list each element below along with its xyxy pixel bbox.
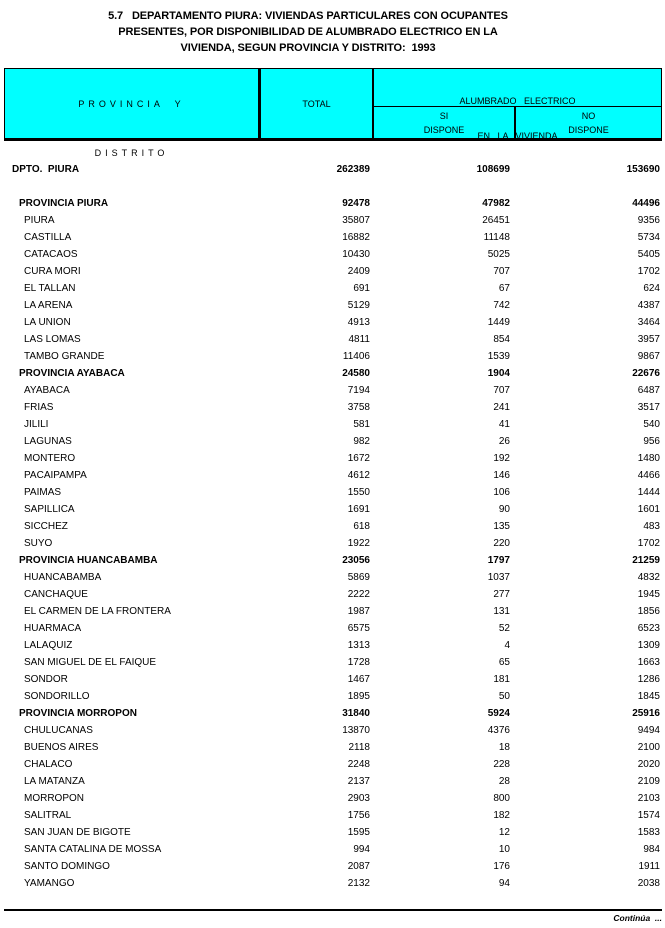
row-no-dispone: 5405 bbox=[637, 249, 660, 260]
row-no-dispone: 153690 bbox=[626, 164, 660, 175]
row-si-dispone: 241 bbox=[493, 402, 510, 413]
header-no-dispone-label: DISPONE bbox=[568, 125, 609, 135]
row-total: 2248 bbox=[347, 759, 370, 770]
table-row bbox=[4, 654, 662, 671]
table-row bbox=[4, 790, 662, 807]
title-line-1: 5.7 DEPARTAMENTO PIURA: VIVIENDAS PARTICULARES CON OCUPANTES bbox=[108, 10, 508, 22]
row-si-dispone: 26 bbox=[498, 436, 510, 447]
row-si-dispone: 1797 bbox=[487, 555, 510, 566]
row-si-dispone: 1539 bbox=[487, 351, 510, 362]
row-total: 31840 bbox=[342, 708, 370, 719]
row-total: 1895 bbox=[347, 691, 370, 702]
row-label: PACAIPAMPA bbox=[24, 470, 87, 481]
row-label: EL CARMEN DE LA FRONTERA bbox=[24, 606, 171, 617]
table-row bbox=[4, 229, 662, 246]
row-no-dispone: 44496 bbox=[632, 198, 660, 209]
header-si-no-group bbox=[374, 107, 661, 138]
row-no-dispone: 3517 bbox=[637, 402, 660, 413]
row-label: SAPILLICA bbox=[24, 504, 75, 515]
table-bottom-rule bbox=[4, 909, 662, 911]
table-row bbox=[4, 161, 662, 178]
table-row bbox=[4, 331, 662, 348]
row-si-dispone: 800 bbox=[493, 793, 510, 804]
row-total: 35807 bbox=[342, 215, 370, 226]
row-total: 618 bbox=[353, 521, 370, 532]
row-label: AYABACA bbox=[24, 385, 70, 396]
row-si-dispone: 106 bbox=[493, 487, 510, 498]
row-label: PROVINCIA HUANCABAMBA bbox=[19, 555, 158, 566]
row-no-dispone: 1856 bbox=[637, 606, 660, 617]
row-no-dispone: 624 bbox=[643, 283, 660, 294]
row-no-dispone: 483 bbox=[643, 521, 660, 532]
row-label: HUARMACA bbox=[24, 623, 82, 634]
row-no-dispone: 1480 bbox=[637, 453, 660, 464]
row-no-dispone: 2100 bbox=[637, 742, 660, 753]
row-total: 1467 bbox=[347, 674, 370, 685]
row-si-dispone: 181 bbox=[493, 674, 510, 685]
row-total: 2409 bbox=[347, 266, 370, 277]
title-line-2: PRESENTES, POR DISPONIBILIDAD DE ALUMBRADO ELECTRICO EN LA bbox=[118, 26, 498, 38]
row-no-dispone: 9867 bbox=[637, 351, 660, 362]
row-si-dispone: 67 bbox=[498, 283, 510, 294]
row-total: 5129 bbox=[347, 300, 370, 311]
row-total: 581 bbox=[353, 419, 370, 430]
row-no-dispone: 540 bbox=[643, 419, 660, 430]
row-si-dispone: 1037 bbox=[487, 572, 510, 583]
row-si-dispone: 4376 bbox=[487, 725, 510, 736]
row-total: 5869 bbox=[347, 572, 370, 583]
row-total: 1550 bbox=[347, 487, 370, 498]
row-no-dispone: 9494 bbox=[637, 725, 660, 736]
table-row bbox=[4, 314, 662, 331]
row-si-dispone: 12 bbox=[498, 827, 510, 838]
table-row bbox=[4, 535, 662, 552]
table-row-spacer bbox=[4, 178, 662, 195]
header-si-dispone bbox=[374, 107, 516, 138]
row-si-dispone: 192 bbox=[493, 453, 510, 464]
row-label: SUYO bbox=[24, 538, 53, 549]
row-no-dispone: 21259 bbox=[632, 555, 660, 566]
table-row bbox=[4, 433, 662, 450]
table-body bbox=[4, 141, 662, 892]
row-no-dispone: 2020 bbox=[637, 759, 660, 770]
row-label: LALAQUIZ bbox=[24, 640, 73, 651]
row-no-dispone: 2109 bbox=[637, 776, 660, 787]
row-no-dispone: 1583 bbox=[637, 827, 660, 838]
table-row bbox=[4, 382, 662, 399]
row-si-dispone: 94 bbox=[498, 878, 510, 889]
row-si-dispone: 854 bbox=[493, 334, 510, 345]
table-row bbox=[4, 705, 662, 722]
row-total: 1595 bbox=[347, 827, 370, 838]
table-row bbox=[4, 212, 662, 229]
row-no-dispone: 3957 bbox=[637, 334, 660, 345]
row-si-dispone: 131 bbox=[493, 606, 510, 617]
header-provincia-label: PROVINCIA Y bbox=[78, 99, 185, 109]
row-no-dispone: 1702 bbox=[637, 266, 660, 277]
row-si-dispone: 18 bbox=[498, 742, 510, 753]
row-si-dispone: 220 bbox=[493, 538, 510, 549]
row-no-dispone: 1663 bbox=[637, 657, 660, 668]
row-si-dispone: 707 bbox=[493, 266, 510, 277]
row-no-dispone: 1845 bbox=[637, 691, 660, 702]
table-row bbox=[4, 603, 662, 620]
row-no-dispone: 1601 bbox=[637, 504, 660, 515]
row-label: LA MATANZA bbox=[24, 776, 85, 787]
table-row bbox=[4, 297, 662, 314]
row-total: 4612 bbox=[347, 470, 370, 481]
row-total: 11406 bbox=[342, 351, 370, 362]
row-si-dispone: 26451 bbox=[482, 215, 510, 226]
table-row bbox=[4, 586, 662, 603]
row-label: DPTO. PIURA bbox=[12, 164, 80, 175]
row-label: LAS LOMAS bbox=[24, 334, 81, 345]
row-si-dispone: 41 bbox=[498, 419, 510, 430]
row-si-dispone: 742 bbox=[493, 300, 510, 311]
row-label: SONDOR bbox=[24, 674, 68, 685]
row-no-dispone: 1444 bbox=[637, 487, 660, 498]
row-label: PROVINCIA MORROPON bbox=[19, 708, 137, 719]
row-si-dispone: 5025 bbox=[487, 249, 510, 260]
row-si-dispone: 277 bbox=[493, 589, 510, 600]
row-no-dispone: 6487 bbox=[637, 385, 660, 396]
row-total: 1691 bbox=[347, 504, 370, 515]
row-total: 2222 bbox=[347, 589, 370, 600]
row-label: CASTILLA bbox=[24, 232, 72, 243]
table-row bbox=[4, 416, 662, 433]
row-label: BUENOS AIRES bbox=[24, 742, 99, 753]
row-label: CURA MORI bbox=[24, 266, 81, 277]
row-si-dispone: 135 bbox=[493, 521, 510, 532]
row-no-dispone: 5734 bbox=[637, 232, 660, 243]
row-si-dispone: 5924 bbox=[487, 708, 510, 719]
row-total: 1313 bbox=[347, 640, 370, 651]
row-label: FRIAS bbox=[24, 402, 54, 413]
table-row bbox=[4, 450, 662, 467]
row-total: 1672 bbox=[347, 453, 370, 464]
row-label: CHALACO bbox=[24, 759, 73, 770]
row-no-dispone: 1309 bbox=[637, 640, 660, 651]
table-row bbox=[4, 518, 662, 535]
header-distrito-label: DISTRITO bbox=[94, 148, 169, 158]
row-total: 1728 bbox=[347, 657, 370, 668]
table-row bbox=[4, 263, 662, 280]
row-no-dispone: 1286 bbox=[637, 674, 660, 685]
row-si-dispone: 4 bbox=[504, 640, 510, 651]
row-total: 994 bbox=[353, 844, 370, 855]
row-label: LA ARENA bbox=[24, 300, 73, 311]
header-si-dispone-label: DISPONE bbox=[423, 125, 465, 135]
table-row bbox=[4, 552, 662, 569]
row-label: PAIMAS bbox=[24, 487, 62, 498]
row-si-dispone: 28 bbox=[498, 776, 510, 787]
table-row bbox=[4, 671, 662, 688]
row-si-dispone: 11148 bbox=[483, 232, 510, 243]
table-row bbox=[4, 365, 662, 382]
table-row bbox=[4, 875, 662, 892]
row-si-dispone: 176 bbox=[493, 861, 510, 872]
row-total: 2132 bbox=[347, 878, 370, 889]
row-no-dispone: 1911 bbox=[638, 861, 660, 872]
table-row bbox=[4, 756, 662, 773]
table-row bbox=[4, 773, 662, 790]
row-total: 4811 bbox=[348, 334, 370, 345]
row-si-dispone: 10 bbox=[498, 844, 510, 855]
row-no-dispone: 9356 bbox=[637, 215, 660, 226]
row-no-dispone: 956 bbox=[643, 436, 660, 447]
row-si-dispone: 108699 bbox=[476, 164, 510, 175]
row-si-dispone: 182 bbox=[493, 810, 510, 821]
row-no-dispone: 1702 bbox=[637, 538, 660, 549]
row-si-dispone: 50 bbox=[498, 691, 510, 702]
table-row bbox=[4, 246, 662, 263]
header-si-label: SI bbox=[439, 111, 449, 121]
row-si-dispone: 90 bbox=[498, 504, 510, 515]
row-label: SICCHEZ bbox=[24, 521, 68, 532]
row-label: PROVINCIA AYABACA bbox=[19, 368, 125, 379]
header-no-dispone bbox=[516, 107, 661, 138]
row-si-dispone: 228 bbox=[493, 759, 510, 770]
table-row bbox=[4, 620, 662, 637]
row-total: 1987 bbox=[347, 606, 370, 617]
row-si-dispone: 1449 bbox=[487, 317, 510, 328]
row-total: 6575 bbox=[347, 623, 370, 634]
row-label: HUANCABAMBA bbox=[24, 572, 102, 583]
row-total: 23056 bbox=[342, 555, 370, 566]
row-total: 691 bbox=[353, 283, 370, 294]
header-total-label: TOTAL bbox=[302, 98, 331, 109]
row-total: 13870 bbox=[342, 725, 370, 736]
table-row bbox=[4, 841, 662, 858]
row-total: 1756 bbox=[347, 810, 370, 821]
row-no-dispone: 4832 bbox=[637, 572, 660, 583]
table-header bbox=[4, 68, 662, 158]
row-total: 2118 bbox=[348, 742, 370, 753]
table-row bbox=[4, 280, 662, 297]
row-no-dispone: 4466 bbox=[637, 470, 660, 481]
row-si-dispone: 65 bbox=[498, 657, 510, 668]
row-no-dispone: 1574 bbox=[637, 810, 660, 821]
row-total: 2903 bbox=[347, 793, 370, 804]
header-alumbrado-group bbox=[374, 69, 661, 141]
row-total: 16882 bbox=[342, 232, 370, 243]
row-no-dispone: 4387 bbox=[637, 300, 660, 311]
header-total bbox=[261, 69, 374, 138]
row-si-dispone: 707 bbox=[493, 385, 510, 396]
row-label: CHULUCANAS bbox=[24, 725, 93, 736]
row-no-dispone: 25916 bbox=[632, 708, 660, 719]
row-total: 4913 bbox=[347, 317, 370, 328]
row-label: SANTO DOMINGO bbox=[24, 861, 110, 872]
row-total: 1922 bbox=[347, 538, 370, 549]
page-title bbox=[0, 8, 616, 56]
row-label: SAN MIGUEL DE EL FAIQUE bbox=[24, 657, 157, 668]
header-alumbrado-line2: EN LA VIVIENDA bbox=[477, 131, 558, 141]
table-row bbox=[4, 195, 662, 212]
table-row bbox=[4, 688, 662, 705]
row-label: CANCHAQUE bbox=[24, 589, 88, 600]
row-label: YAMANGO bbox=[24, 878, 75, 889]
row-si-dispone: 52 bbox=[498, 623, 510, 634]
row-label: PROVINCIA PIURA bbox=[19, 198, 109, 209]
row-si-dispone: 1904 bbox=[487, 368, 510, 379]
row-total: 24580 bbox=[342, 368, 370, 379]
title-line-3: VIVIENDA, SEGUN PROVINCIA Y DISTRITO: 1993 bbox=[180, 42, 436, 54]
row-si-dispone: 146 bbox=[493, 470, 510, 481]
row-label: PIURA bbox=[24, 215, 55, 226]
table-row bbox=[4, 467, 662, 484]
table-row bbox=[4, 739, 662, 756]
row-total: 92478 bbox=[342, 198, 370, 209]
table-row bbox=[4, 348, 662, 365]
row-label: MONTERO bbox=[24, 453, 76, 464]
header-no-label: NO bbox=[581, 111, 596, 121]
table-row bbox=[4, 807, 662, 824]
row-no-dispone: 984 bbox=[643, 844, 660, 855]
row-label: CATACAOS bbox=[24, 249, 78, 260]
row-label: LAGUNAS bbox=[24, 436, 72, 447]
row-label: SANTA CATALINA DE MOSSA bbox=[24, 844, 162, 855]
table-row bbox=[4, 824, 662, 841]
row-label: JILILI bbox=[24, 419, 49, 430]
row-no-dispone: 3464 bbox=[637, 317, 660, 328]
table-row bbox=[4, 858, 662, 875]
row-no-dispone: 6523 bbox=[637, 623, 660, 634]
table-row bbox=[4, 637, 662, 654]
row-label: SONDORILLO bbox=[24, 691, 90, 702]
row-total: 2087 bbox=[347, 861, 370, 872]
row-label: LA UNION bbox=[24, 317, 71, 328]
row-si-dispone: 47982 bbox=[482, 198, 510, 209]
row-no-dispone: 22676 bbox=[632, 368, 660, 379]
row-total: 2137 bbox=[347, 776, 370, 787]
row-total: 7194 bbox=[347, 385, 370, 396]
row-no-dispone: 1945 bbox=[637, 589, 660, 600]
row-no-dispone: 2103 bbox=[637, 793, 660, 804]
row-label: TAMBO GRANDE bbox=[24, 351, 105, 362]
table-row bbox=[4, 569, 662, 586]
table-row bbox=[4, 484, 662, 501]
row-label: SAN JUAN DE BIGOTE bbox=[24, 827, 131, 838]
continua-note: Continúa ... bbox=[613, 913, 662, 923]
table-row bbox=[4, 501, 662, 518]
header-alumbrado-line1: ALUMBRADO ELECTRICO bbox=[459, 96, 576, 106]
header-provincia-distrito bbox=[5, 69, 261, 158]
row-no-dispone: 2038 bbox=[637, 878, 660, 889]
row-label: MORROPON bbox=[24, 793, 84, 804]
table-row bbox=[4, 722, 662, 739]
row-total: 10430 bbox=[342, 249, 370, 260]
row-label: EL TALLAN bbox=[24, 283, 76, 294]
table-row bbox=[4, 399, 662, 416]
row-total: 262389 bbox=[336, 164, 370, 175]
row-total: 982 bbox=[353, 436, 370, 447]
row-label: SALITRAL bbox=[24, 810, 72, 821]
row-total: 3758 bbox=[347, 402, 370, 413]
